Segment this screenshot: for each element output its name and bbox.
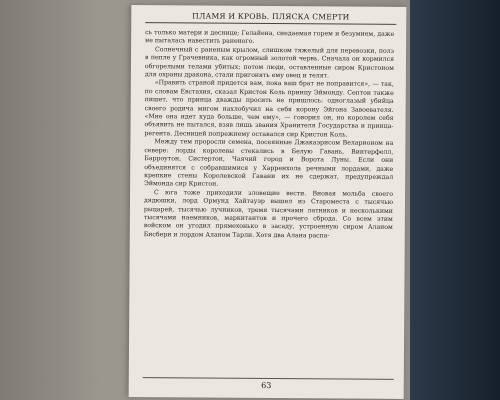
book-page	[129, 5, 407, 399]
paragraph: сь только матери и деснице; Гелайена, снедаемая горем и безумием, даже не пыталась навестить раненого.	[145, 29, 395, 46]
paragraph: «Править страной придется вам, пока ваш брат не поправится», — так, по словам Евстахия, сказал Кристон Коль принцу Эймонду. Септон также пишет, что принца дважды просить не пришлось: одноглазый убийца своего родича мигом нахлобучил на себя корону Эйгона Завоевателя. «Мне она идет куда больше, чем ему», — говорил он, но королем себя объявить не пытался, взяв лишь звания Хранителя Государства и принца-регента. Десницей попрежнему оставался сир Кристон Коль.	[144, 79, 394, 139]
paragraph: Между тем проросли семена, посеянные Джакаэрисом Веларионом на севере: лорды королевы стекались в Белую Гавань, Винтерфелл, Барроутон, Систертон, Чаячий город и Ворота Луны. Если они объединятся с собравшимися у Харренхола речными лордами, даже крепкие стены Королевской Гавани их не сдержат, предупреждал Эймонда сир Кристон.	[144, 138, 394, 188]
page-body	[144, 29, 394, 241]
running-header: ПЛАМЯ И КРОВЬ. ПЛЯСКА СМЕРТИ	[145, 11, 396, 25]
page-number: 63	[129, 380, 404, 391]
book-cover-spine	[410, 0, 500, 400]
paragraph: Солнечный с раненым крылом, слишком тяжелый для перевозки, полз в пепле у Грачевника, как огромный золотой червь. Сначала он кормился обгорелыми телами убитых; потом люди, оставленные сиром Кристоном для охраны дракона, стали пригонять ему овец и телят.	[144, 46, 395, 80]
paragraph: С юга тоже приходили зловещие вести. Вновая мольба своего дядюшки, лорд Ормунд Хайтауэр вышел из Староместа с тысячью рыцарей, тысячью лучников, тремя тысячами латников и несколькими тысячами наемников, маркитантов и прочего сброда. Со всем этим войском он угодил прямехонько в засаду, устроенную сиром Аланом Бисбери и лордом Аланом Тарли. Хотя два Алана распа-	[143, 188, 394, 240]
